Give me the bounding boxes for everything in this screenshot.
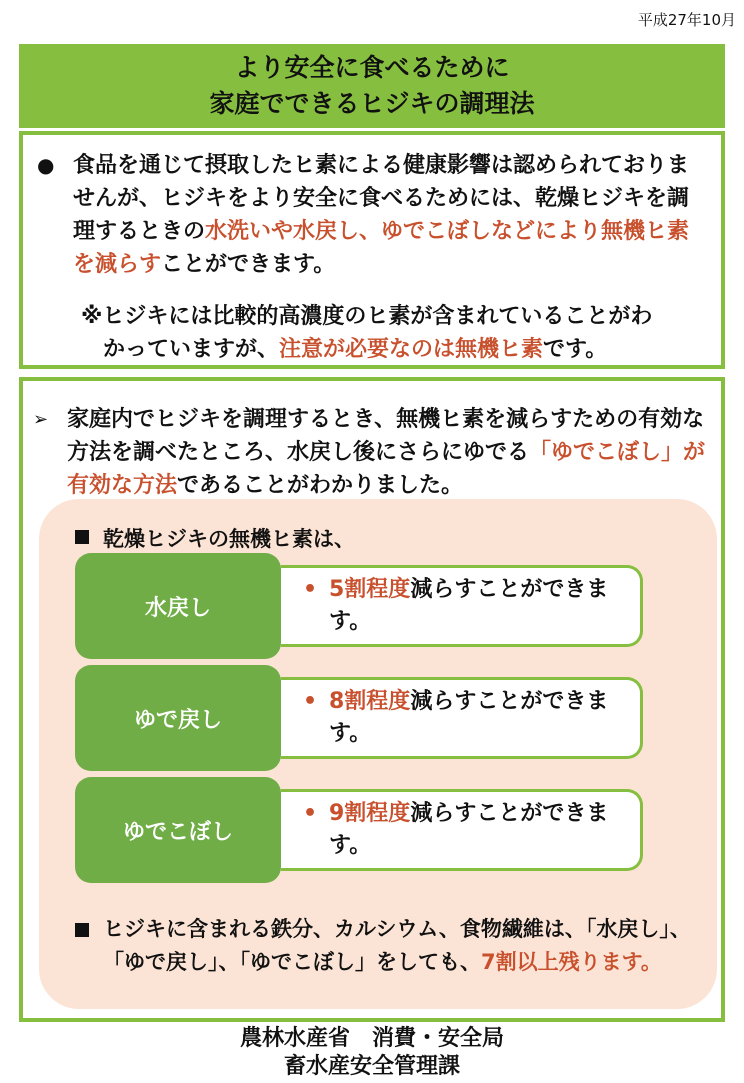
intro-text <box>67 403 713 502</box>
result-highlight: 9割程度 <box>329 801 411 826</box>
method-row-yudemodoshi <box>75 665 655 771</box>
method-label: ゆでこぼし <box>75 777 281 883</box>
note-text-a: かっていますが、 <box>103 337 280 362</box>
issuer-line-2: 畜水産安全管理課 <box>283 1054 460 1079</box>
result-highlight: 8割程度 <box>329 689 411 714</box>
intro-text-a: 家庭内でヒジキを調理するとき、無機ヒ素を減らすための有効な方法を調べたところ、水戻し後にさらにゆでる <box>67 407 705 465</box>
result-text <box>329 686 630 756</box>
bullet-icon: ● <box>37 153 55 177</box>
square-bullet-icon <box>75 530 89 544</box>
square-bullet-icon <box>75 923 89 937</box>
nutrient-text <box>103 913 699 979</box>
results-heading <box>75 523 355 553</box>
method-result <box>281 677 643 759</box>
page-title-line2: 家庭でできるヒジキの調理法 <box>209 89 535 118</box>
arsenic-note <box>81 300 711 366</box>
result-text-rest: 減らすことができます。 <box>329 577 609 634</box>
note-line-1: ※ヒジキには比較的高濃度のヒ素が含まれていることがわ <box>81 304 653 329</box>
result-bullet-icon: • <box>303 577 318 602</box>
summary-box <box>19 131 725 369</box>
intro-highlight: 「ゆでこぼし」が有効な方法 <box>67 440 706 498</box>
result-text-rest: 減らすことができます。 <box>329 689 609 746</box>
page-title-line1: より安全に食べるために <box>234 53 510 82</box>
summary-text <box>73 149 709 281</box>
arrow-bullet-icon: ➢ <box>33 409 49 430</box>
nutrient-text-a: ヒジキに含まれる鉄分、カルシウム、食物繊維は、「水戻し」、「ゆで戻し」、「ゆでこぼし」をしても、 <box>103 917 691 974</box>
issue-date: 平成27年10月 <box>637 11 736 29</box>
findings-intro <box>33 403 713 502</box>
results-panel <box>39 499 717 1009</box>
results-heading-text: 乾燥ヒジキの無機ヒ素は、 <box>103 527 355 551</box>
intro-text-b: であることがわかりました。 <box>177 473 464 498</box>
nutrient-note <box>75 913 699 979</box>
method-row-yudekoboshi <box>75 777 655 883</box>
result-highlight: 5割程度 <box>329 577 411 602</box>
summary-paragraph <box>37 149 709 281</box>
method-label: 水戻し <box>75 553 281 659</box>
note-text-b: です。 <box>543 337 608 362</box>
method-result <box>281 789 643 871</box>
findings-box <box>19 377 725 1022</box>
result-bullet-icon: • <box>303 689 318 714</box>
nutrient-highlight: 7割以上残ります。 <box>481 950 662 974</box>
result-text-rest: 減らすことができます。 <box>329 801 609 858</box>
result-text <box>329 798 630 868</box>
method-row-mizumodoshi <box>75 553 655 659</box>
method-label: ゆで戻し <box>75 665 281 771</box>
summary-highlight: 水洗いや水戻し、ゆでこぼしなどにより無機ヒ素を減らす <box>73 219 690 277</box>
summary-text-a: 食品を通じて摂取したヒ素による健康影響は認められておりませんが、ヒジキをより安全に食べるためには、乾燥ヒジキを調理するときの <box>73 153 690 244</box>
result-text <box>329 574 630 644</box>
result-bullet-icon: • <box>303 801 318 826</box>
method-result <box>281 565 643 647</box>
title-banner <box>19 44 725 128</box>
issuer-footer <box>0 1025 744 1081</box>
note-line-2 <box>81 333 711 366</box>
summary-text-b: ことができます。 <box>161 252 336 277</box>
note-highlight: 注意が必要なのは無機ヒ素 <box>279 337 544 362</box>
issuer-line-1: 農林水産省 消費・安全局 <box>239 1026 504 1051</box>
